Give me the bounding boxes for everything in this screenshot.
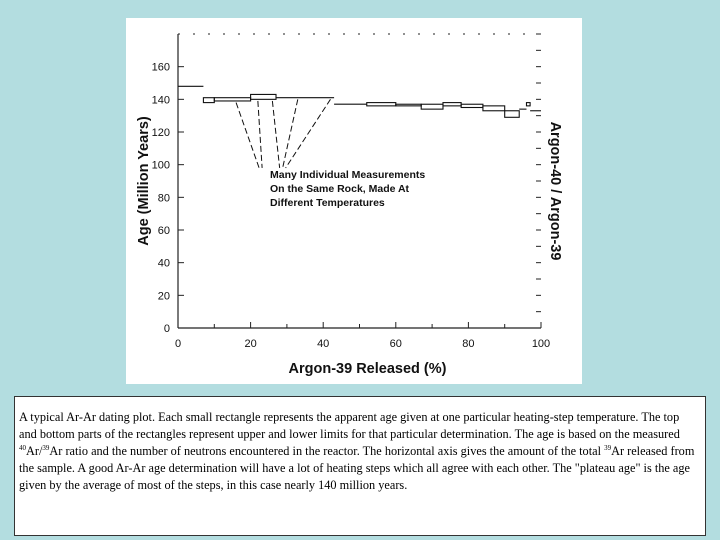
age-step bbox=[203, 98, 214, 103]
leader-line bbox=[258, 101, 262, 168]
x-tick-label: 80 bbox=[462, 338, 475, 350]
figure-caption bbox=[14, 396, 706, 536]
age-step bbox=[396, 104, 421, 106]
age-step bbox=[483, 106, 505, 111]
caption-superscript-39: 39 bbox=[42, 443, 50, 452]
caption-text-3: Ar ratio and the number of neutrons encountered in the reactor. The horizontal axis gives the amount of the total bbox=[49, 444, 605, 458]
chart-text bbox=[136, 116, 563, 377]
y-tick-label: 140 bbox=[151, 94, 170, 107]
age-step bbox=[251, 94, 276, 99]
age-step bbox=[461, 104, 483, 107]
y-tick-label: 160 bbox=[151, 61, 170, 74]
y-tick-label: 60 bbox=[157, 225, 170, 237]
age-step bbox=[505, 111, 520, 118]
age-spectrum-chart bbox=[126, 18, 582, 384]
caption-superscript-39-b: 39 bbox=[604, 443, 612, 452]
x-tick-label: 20 bbox=[244, 338, 257, 350]
leader-line bbox=[283, 99, 298, 168]
step-rectangles bbox=[178, 86, 541, 117]
y-axis-label: Age (Million Years) bbox=[136, 116, 152, 246]
leader-line bbox=[236, 103, 259, 168]
age-step bbox=[214, 98, 250, 101]
caption-text-2: Ar/ bbox=[26, 444, 43, 458]
x-axis-label: Argon-39 Released (%) bbox=[288, 361, 447, 377]
caption-text-1: A typical Ar-Ar dating plot. Each small rectangle represents the apparent age given at one particular heating-step temperature. The top and bottom parts of the rectangles represent upper and lower limits for that particular determination. The age is based on the measured bbox=[19, 410, 680, 441]
caption-superscript-40: 40 bbox=[19, 443, 26, 452]
age-step bbox=[367, 103, 396, 106]
y-tick-label: 20 bbox=[157, 290, 170, 303]
annotation-leaders bbox=[236, 99, 330, 168]
y-tick-label: 0 bbox=[163, 323, 170, 335]
y-tick-label: 100 bbox=[151, 159, 170, 172]
chart-figure bbox=[126, 18, 582, 384]
x-tick-label: 0 bbox=[174, 338, 182, 350]
leader-line bbox=[272, 101, 279, 168]
x-tick-label: 40 bbox=[317, 338, 330, 350]
leader-line bbox=[286, 99, 331, 168]
caption-text-4: Ar released from the sample. A good Ar-Ar age determination will have a lot of heating steps which all agree with each other. The "plateau age" is the age given by the average of most of the steps, in this case nearly 140 million years. bbox=[19, 444, 695, 492]
annotation-line-2: On the Same Rock, Made At bbox=[270, 183, 410, 195]
annotation-line-3: Different Temperatures bbox=[270, 197, 385, 209]
right-axis-label: Argon-40 / Argon-39 bbox=[547, 121, 563, 261]
age-step bbox=[526, 103, 530, 106]
age-step bbox=[443, 103, 461, 106]
y-tick-label: 80 bbox=[157, 192, 170, 205]
y-tick-label: 120 bbox=[151, 127, 170, 139]
x-tick-label: 100 bbox=[531, 338, 551, 350]
y-tick-label: 40 bbox=[157, 257, 170, 270]
x-tick-label: 60 bbox=[389, 338, 402, 350]
age-step bbox=[421, 104, 443, 109]
annotation-line-1: Many Individual Measurements bbox=[270, 169, 426, 181]
